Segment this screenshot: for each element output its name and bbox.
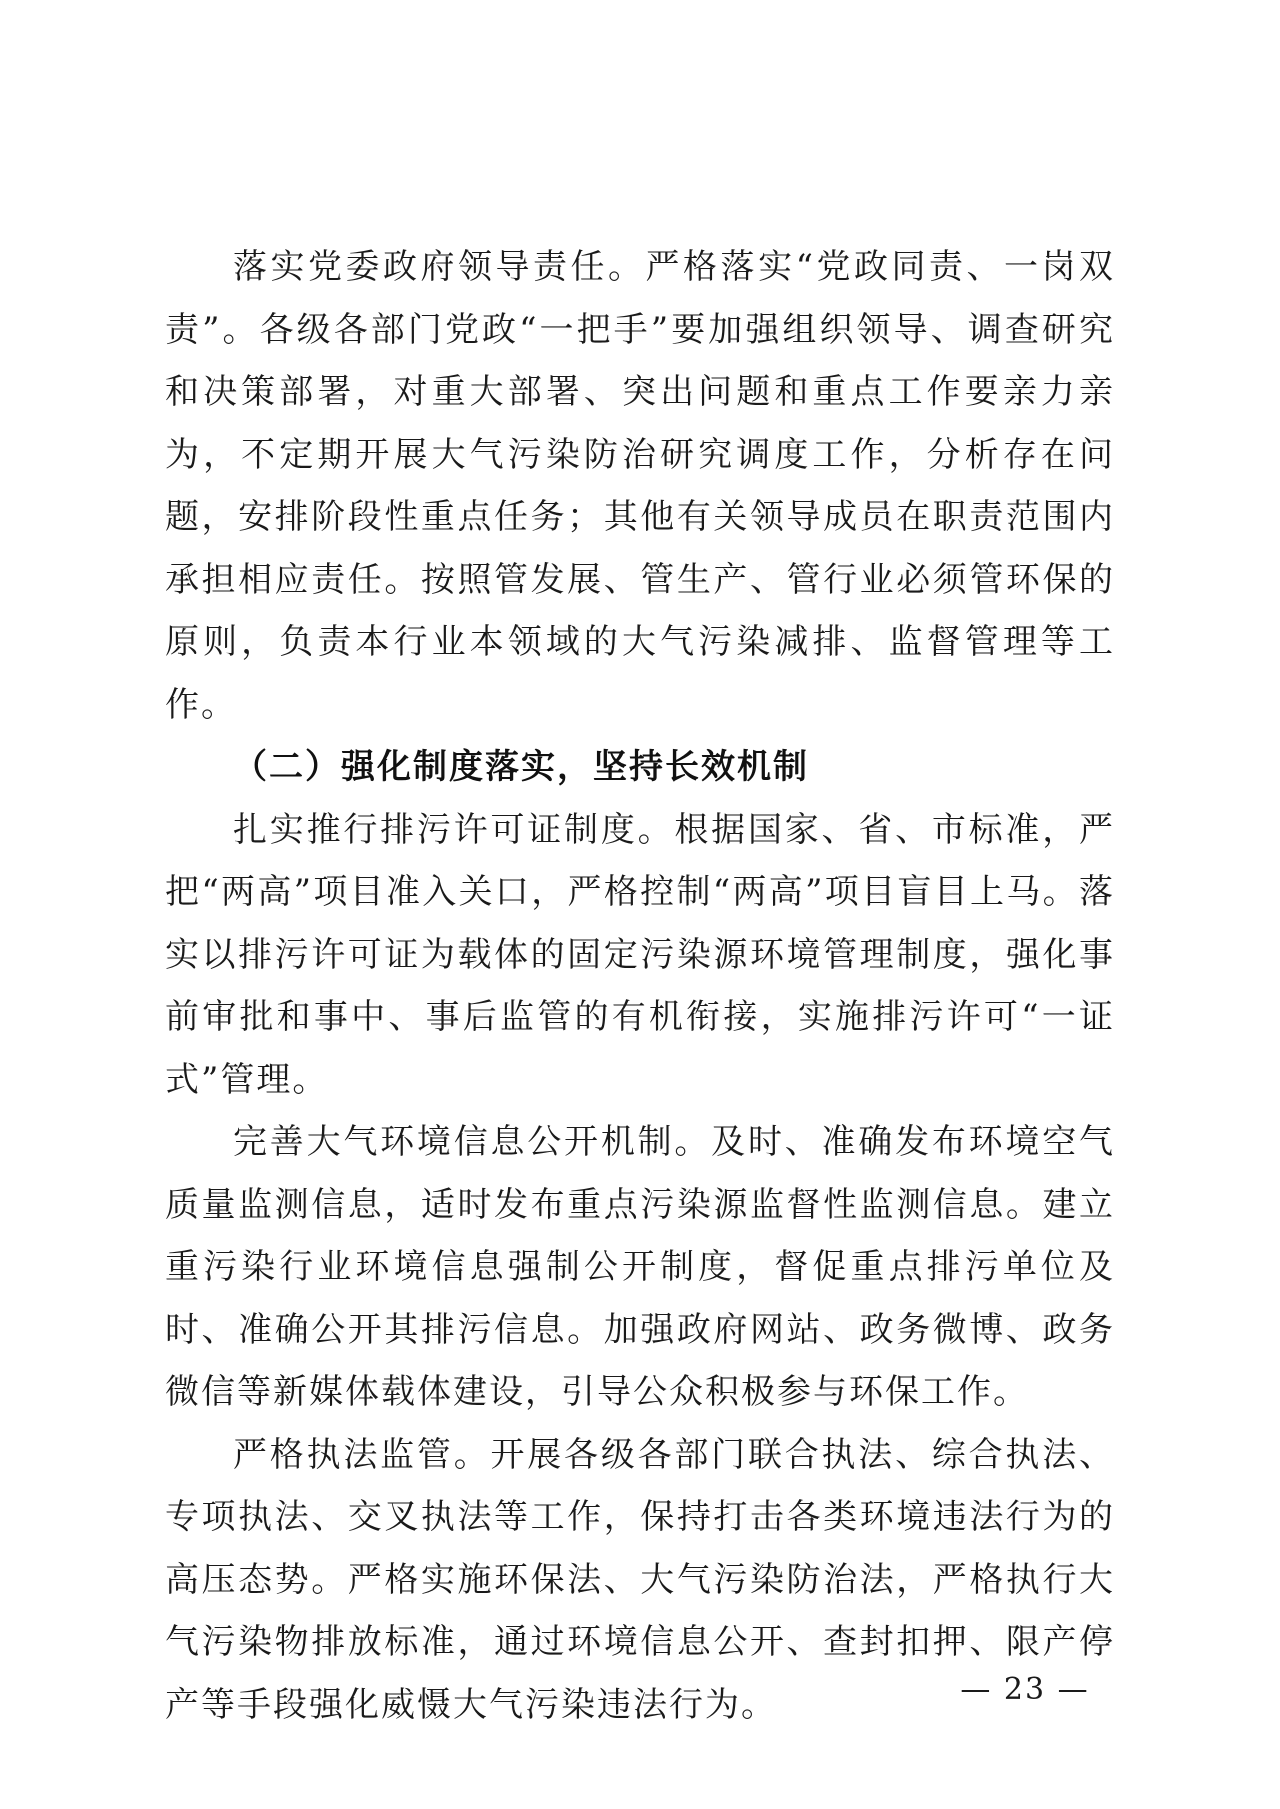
- page-number: — 23 —: [960, 1672, 1090, 1707]
- document-body: [165, 236, 1115, 1736]
- paragraph-information-disclosure: 完善大气环境信息公开机制。及时、准确发布环境空气质量监测信息，适时发布重点污染源监督性监测信息。建立重污染行业环境信息强制公开制度，督促重点排污单位及时、准确公开其排污信息。加强政府网站、政务微博、政务微信等新媒体载体建设，引导公众积极参与环保工作。: [165, 1122, 1115, 1412]
- section-heading-2: （二）强化制度落实，坚持长效机制: [233, 747, 809, 787]
- paragraph-law-enforcement: 严格执法监管。开展各级各部门联合执法、综合执法、专项执法、交叉执法等工作，保持打击各类环境违法行为的高压态势。严格实施环保法、大气污染防治法，严格执行大气污染物排放标准，通过环境信息公开、查封扣押、限产停产等手段强化威慑大气污染违法行为。: [165, 1434, 1115, 1725]
- paragraph-pollution-permit: 扎实推行排污许可证制度。根据国家、省、市标准，严把“两高”项目准入关口，严格控制“两高”项目盲目上马。落实以排污许可证为载体的固定污染源环境管理制度，强化事前审批和事中、事后监管的有机衔接，实施排污许可“一证式”管理。: [165, 809, 1115, 1100]
- paragraph-leadership-responsibility: 落实党委政府领导责任。严格落实“党政同责、一岗双责”。各级各部门党政“一把手”要加强组织领导、调查研究和决策部署，对重大部署、突出问题和重点工作要亲力亲为，不定期开展大气污染防治研究调度工作，分析存在问题，安排阶段性重点任务；其他有关领导成员在职责范围内承担相应责任。按照管发展、管生产、管行业必须管环保的原则，负责本行业本领域的大气污染减排、监督管理等工作。: [165, 247, 1115, 725]
